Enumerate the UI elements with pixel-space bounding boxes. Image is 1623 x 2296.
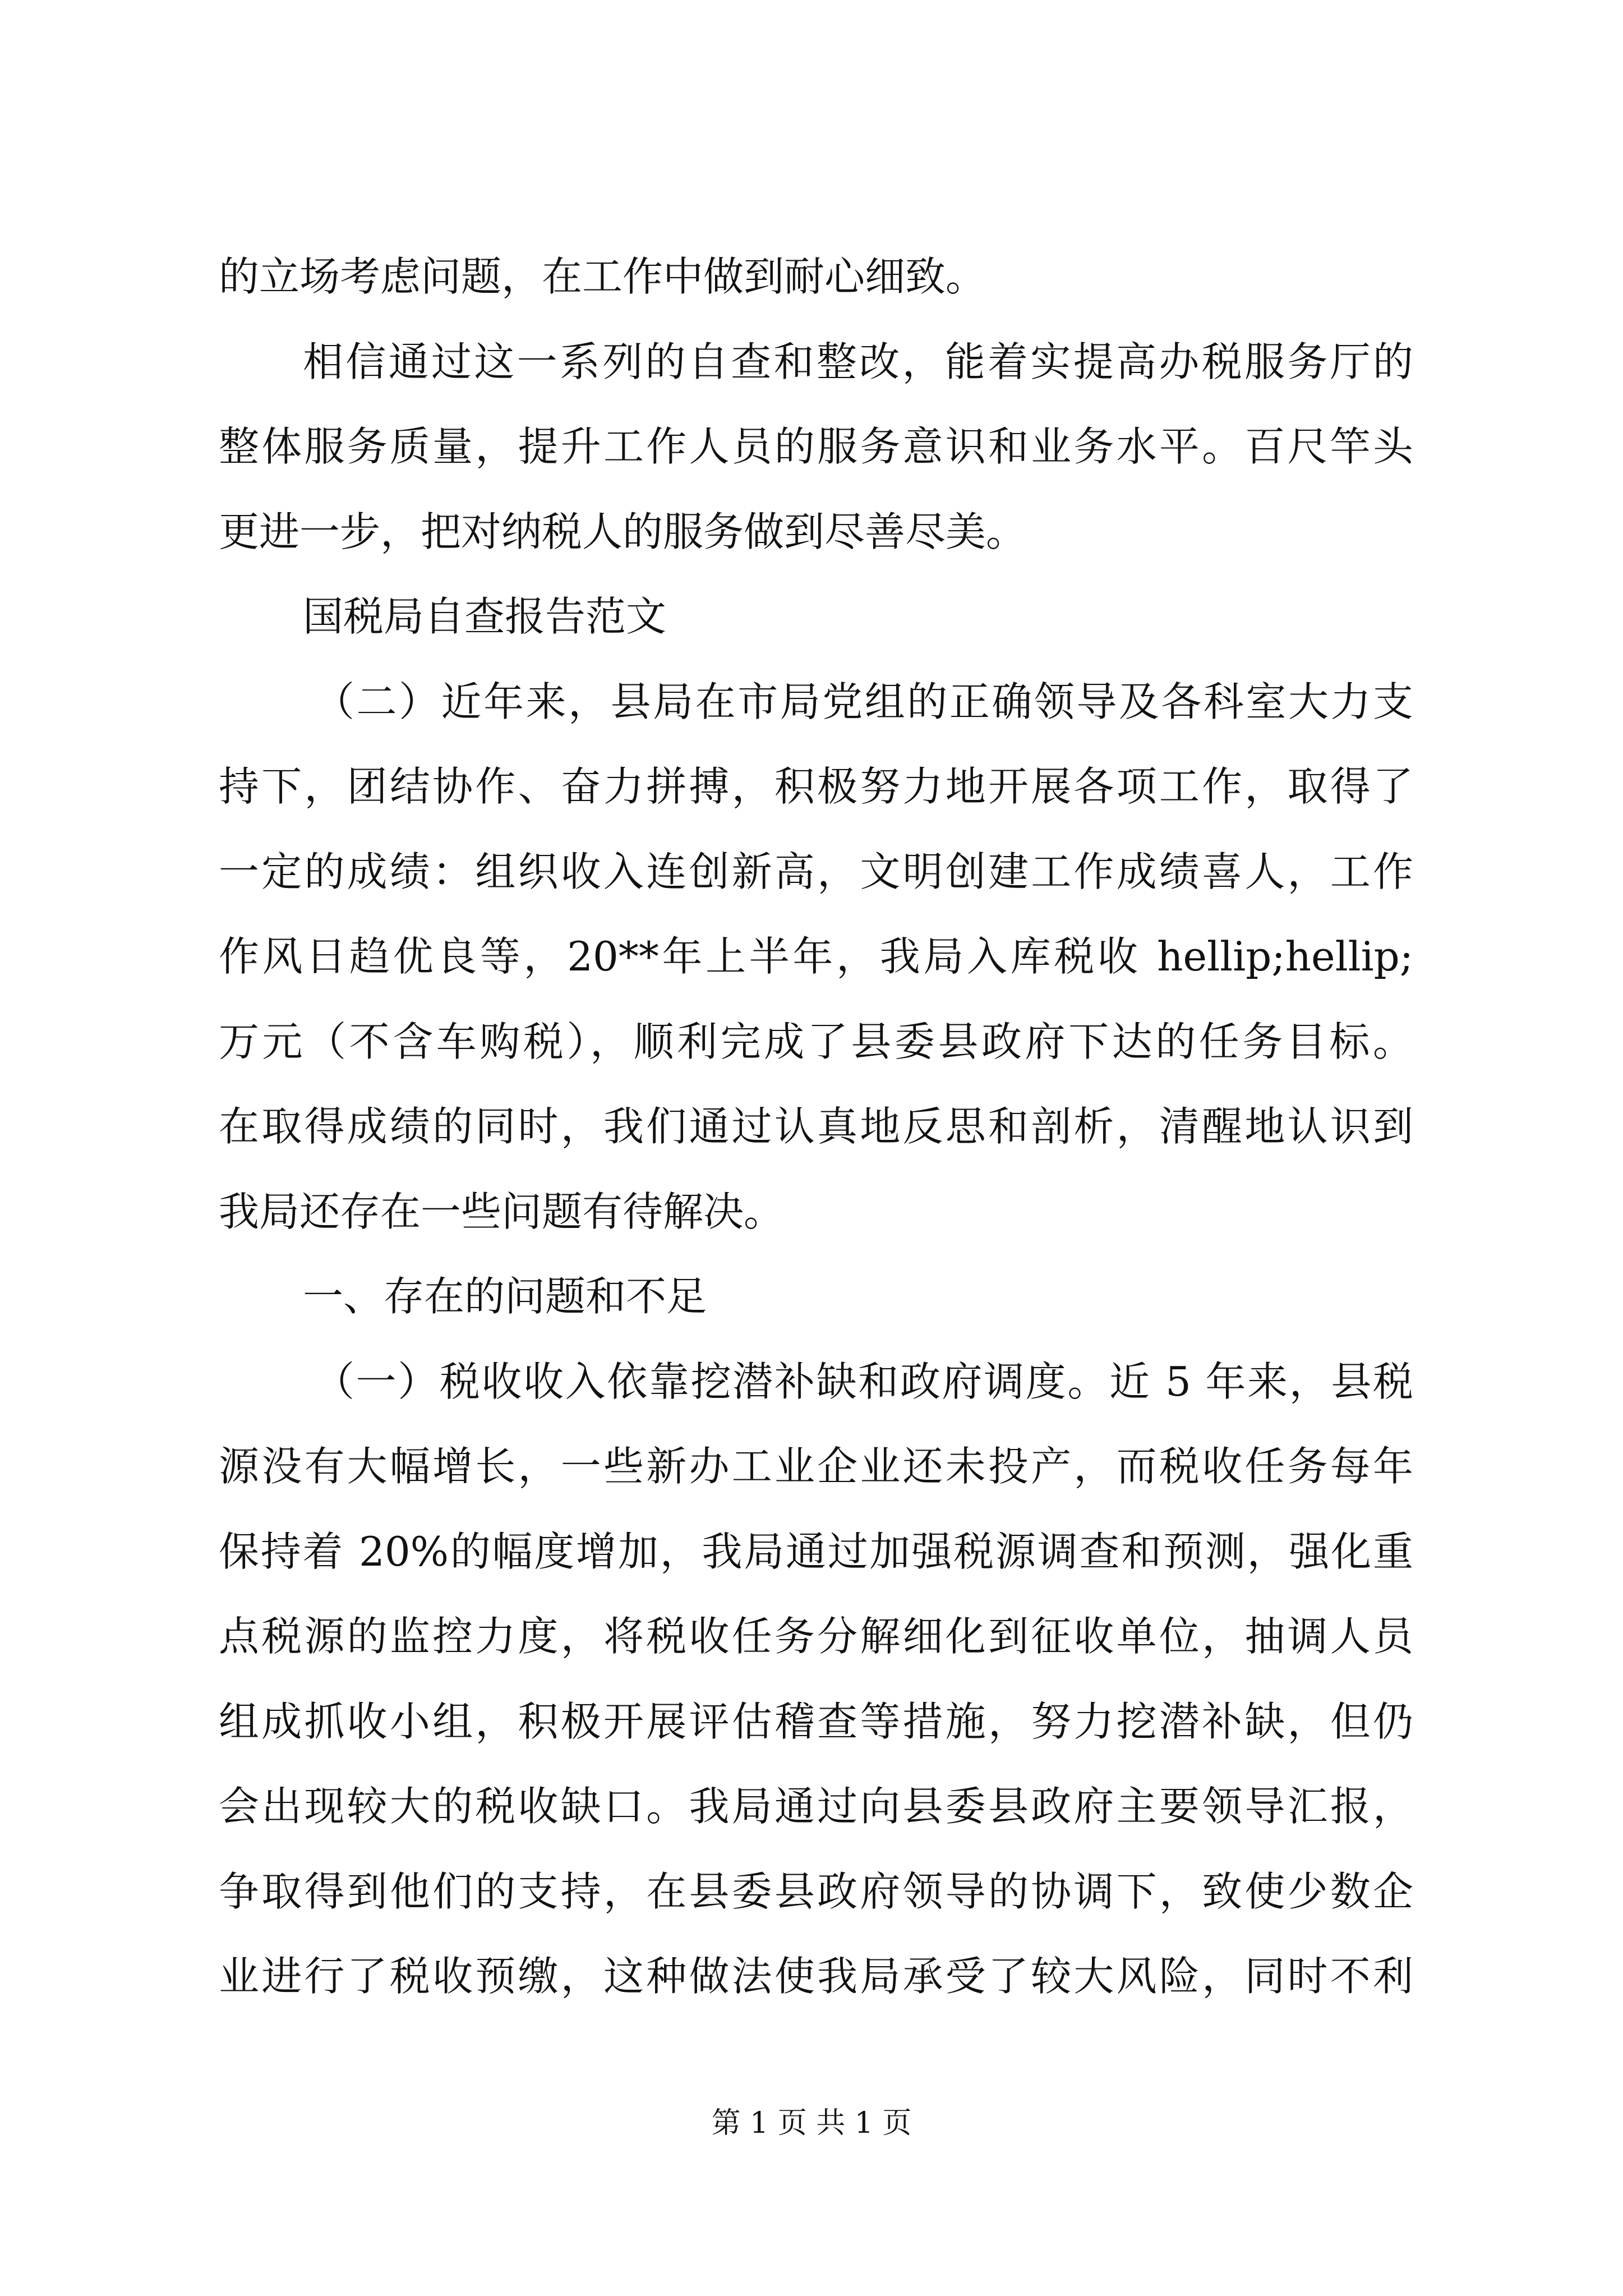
text-line: 组成抓收小组，积极开展评估稽查等措施，努力挖潜补缺，但仍 bbox=[219, 1697, 1413, 1745]
text-line: 业进行了税收预缴，这种做法使我局承受了较大风险，同时不利 bbox=[219, 1953, 1413, 2000]
text-line: 点税源的监控力度，将税收任务分解细化到征收单位，抽调人员 bbox=[219, 1613, 1413, 1660]
text-line: 争取得到他们的支持，在县委县政府领导的协调下，致使少数企 bbox=[219, 1867, 1413, 1915]
text-line: 作风日趋优良等，20**年上半年，我局入库税收 hellip;hellip; bbox=[219, 933, 1413, 980]
text-line: 持下，团结协作、奋力拼搏，积极努力地开展各项工作，取得了 bbox=[219, 763, 1413, 810]
text-line: 一定的成绩：组织收入连创新高，文明创建工作成绩喜人，工作 bbox=[219, 848, 1413, 895]
text-line: 我局还存在一些问题有待解决。 bbox=[219, 1188, 785, 1235]
text-line: 的立场考虑问题，在工作中做到耐心细致。 bbox=[219, 253, 986, 300]
paragraph-start-line: （二）近年来，县局在市局党组的正确领导及各科室大力支 bbox=[314, 678, 1413, 725]
text-line: 万元（不含车购税），顺利完成了县委县政府下达的任务目标。 bbox=[219, 1018, 1413, 1065]
page-number-footer: 第 1 页 共 1 页 bbox=[711, 2106, 912, 2140]
section-heading: 国税局自查报告范文 bbox=[303, 593, 667, 640]
paragraph-start-line: （一）税收收入依靠挖潜补缺和政府调度。近 5 年来，县税 bbox=[314, 1358, 1413, 1405]
text-line: 会出现较大的税收缺口。我局通过向县委县政府主要领导汇报， bbox=[219, 1783, 1413, 1830]
document-body bbox=[219, 234, 1413, 2019]
paragraph-start-line: 相信通过这一系列的自查和整改，能着实提高办税服务厅的 bbox=[303, 338, 1413, 385]
text-line: 更进一步，把对纳税人的服务做到尽善尽美。 bbox=[219, 508, 1027, 555]
text-line: 保持着 20%的幅度增加，我局通过加强税源调查和预测，强化重 bbox=[219, 1527, 1413, 1575]
text-line: 在取得成绩的同时，我们通过认真地反思和剖析，清醒地认识到 bbox=[219, 1103, 1413, 1150]
text-line: 源没有大幅增长，一些新办工业企业还未投产，而税收任务每年 bbox=[219, 1443, 1413, 1490]
section-heading: 一、存在的问题和不足 bbox=[303, 1273, 707, 1320]
text-line: 整体服务质量，提升工作人员的服务意识和业务水平。百尺竿头 bbox=[219, 423, 1413, 470]
